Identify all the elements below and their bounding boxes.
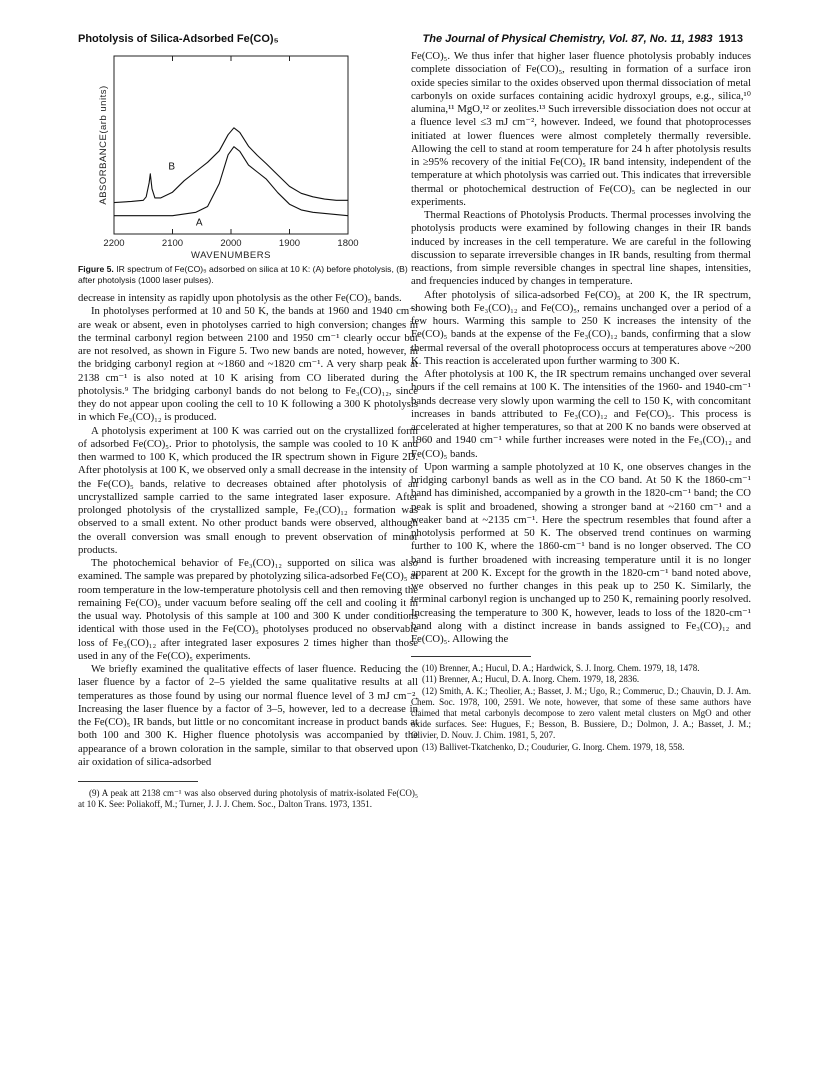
x-axis-label: WAVENUMBERS bbox=[191, 250, 271, 261]
footnote: (9) A peak att 2138 cm⁻¹ was also observed during photolysis of matrix-isolated Fe(CO)₅ at 10 K. See: Poliakoff, M.; Turner, J. J. J. Chem. Soc., Dalton Trans. 1973, 1351. bbox=[78, 788, 418, 810]
footnote: (10) Brenner, A.; Hucul, D. A.; Hardwick, S. J. Inorg. Chem. 1979, 18, 1478. bbox=[422, 663, 700, 674]
footnote: (11) Brenner, A.; Hucul, D. A. Inorg. Chem. 1979, 18, 2836. bbox=[422, 674, 640, 685]
right-body-text bbox=[411, 50, 751, 646]
figure-5 bbox=[78, 50, 418, 262]
body-paragraph: After photolysis of silica-adsorbed Fe(CO)₅ at 200 K, the IR spectrum, showing both Fe₃(CO)₁₂ and Fe(CO)₅, remains unchanged over a period of a few hours. Warming this sample to 250 K increases the intensity of the Fe(CO)₅ bands at the expense of the Fe₃(CO)₁₂ bands, confirming that a slow thermal reversal of the overall photoprocess occurs at temperatures above ~200 K. This reaction is accelerated upon further warming to 300 K. bbox=[411, 288, 751, 367]
x-tick-label: 1800 bbox=[337, 238, 359, 249]
left-footnotes bbox=[78, 788, 418, 810]
body-paragraph: In photolyses performed at 10 and 50 K, the bands at 1960 and 1940 cm⁻¹ are weak or absent, even in photolyses carried to high conversion; changes in the terminal carbonyl region between 2100 and 1950 cm⁻¹ clearly occur but are not resolved, as shown in Figure 5. Two new bands are noted, however, in the bridging carbonyl region at ~1860 and ~1820 cm⁻¹. A very sharp peak at 2138 cm⁻¹ is also noted at 10 K arising from CO liberated during the photolysis.⁹ The bridging carbonyl bands do not belong to Fe₃(CO)₁₂, since they do not appear upon cooling the cell to 10 K following a 300 K photolysis in which Fe₃(CO)₁₂ is produced. bbox=[78, 305, 418, 424]
y-axis-label: ABSORBANCE(arb units) bbox=[98, 85, 109, 205]
footnote: (13) Ballivet-Tkatchenko, D.; Coudurier, G. Inorg. Chem. 1979, 18, 558. bbox=[422, 741, 685, 752]
curve-label-a: A bbox=[195, 217, 203, 229]
right-column bbox=[411, 50, 751, 753]
body-paragraph: The photochemical behavior of Fe₃(CO)₁₂ supported on silica was also examined. The sample was prepared by photolyzing silica-adsorbed Fe(CO)₅ at room temperature in the low-temperature photolysis cell and then removing the remaining Fe(CO)₅ under vacuum before sealing off the cell and cooling it in the usual way. Photolysis of this sample at 100 and 300 K under conditions identical with those used in the Fe(CO)₅ photolyses produced no observable loss of Fe₃(CO)₁₂ after integrated laser exposures 2 times higher than those used in any of the Fe(CO)₅ experiments. bbox=[78, 557, 418, 662]
running-header-left: Photolysis of Silica-Adsorbed Fe(CO)₅ bbox=[78, 33, 279, 45]
body-paragraph: Thermal Reactions of Photolysis Products. Thermal processes involving the photolysis products were examined by following changes in their IR bands induced by increases in the cell temperature. We are careful in the following discussion to separate irreversible changes in IR bands, resulting from thermal reactions, from simple reversible changes in spectral line shapes, intensities, and frequencies induced by changes in temperature. bbox=[411, 209, 751, 288]
left-body-text bbox=[78, 292, 418, 769]
x-tick-label: 2100 bbox=[161, 238, 184, 249]
body-paragraph: decrease in intensity as rapidly upon photolysis as the other Fe(CO)₅ bands. bbox=[78, 292, 402, 304]
caption-label: Figure 5. bbox=[78, 264, 114, 274]
body-paragraph: After photolysis at 100 K, the IR spectrum remains unchanged over several hours if the cell remains at 100 K. The intensities of the 1960- and 1940-cm⁻¹ bands decrease very slowly upon warming the cell to 150 K, with concomitant increases in bands attributed to Fe₃(CO)₁₂ and Fe(CO)₅. This process is accelerated at higher temperatures, so that at 200 K no bands were observed at 1960 and 1940 cm⁻¹ while further increases were noted in the Fe₃(CO)₁₂ and Fe(CO)₅ bands. bbox=[411, 368, 751, 460]
body-paragraph: Fe(CO)₅. We thus infer that higher laser fluence photolysis probably induces complete dissociation of Fe(CO)₅, resulting in formation of a surface iron oxide species similar to the oxides observed upon thermal dissociation of metal carbonyls on oxide surfaces containing acidic hydroxyl groups, e.g., silica,¹⁰ alumina,¹¹ MgO,¹² or zeolites.¹³ Such irreversible dissociation does not occur at a fluence level ≤3 mJ cm⁻², however. Indeed, we found that photoprocesses initiated at lower fluences were almost completely thermally reversible. Allowing the cell to stand at room temperature for 24 h after photolysis results in ≥95% recovery of the initial Fe(CO)₅ IR band intensity, independent of the temperature at which photolysis was carried out. This indicates that irreversible thermal or photochemical destruction of Fe(CO)₅ can be neglected in our experiments. bbox=[411, 50, 751, 208]
figure-caption bbox=[78, 264, 418, 286]
body-paragraph: We briefly examined the qualitative effects of laser fluence. Reducing the laser fluence by a factor of 2–5 yielded the same qualitative results at all temperatures as those found by using our normal fluence level of 3 mJ cm⁻². Increasing the laser fluence by a factor of 3–5, however, led to a decrease in the Fe(CO)₅ IR bands, but little or no concomitant increase in product bands at both 100 and 300 K. Higher fluence photolysis was accompanied by the appearance of a brown coloration in the sample, similar to that observed upon air oxidation of silica-adsorbed bbox=[78, 663, 418, 768]
body-paragraph: A photolysis experiment at 100 K was carried out on the crystallized form of adsorbed Fe(CO)₅. Prior to photolysis, the sample was cooled to 10 K and then warmed to 100 K, which produced the IR spectrum shown in Figure 2D. After photolysis at 100 K, we observed only a small decrease in the intensity of the Fe(CO)₅ bands, relative to decreases obtained after photolysis of an uncrystallized sample carried to the same integrated laser exposure. After prolonged photolysis of the crystallized sample, Fe₃(CO)₁₂ formation was observed to a small extent. No other product bands were observed, although the overall conversion was small enough to prevent observation of minor products. bbox=[78, 424, 418, 556]
x-tick-label: 2000 bbox=[220, 238, 242, 249]
ir-spectrum-chart bbox=[78, 50, 418, 262]
right-footnotes bbox=[411, 663, 751, 753]
body-paragraph: Upon warming a sample photolyzed at 10 K, one observes changes in the bridging carbonyl bands as well as in the CO band. At 50 K the 1860-cm⁻¹ band has diminished, accompanied by a growth in the 1820-cm⁻¹ band; the CO peak is split and broadened, showing a stronger band at ~2160 cm⁻¹ and a weaker band at ~2135 cm⁻¹. Here the spectrum resembles that found after a photolysis performed at 50 K. The observed trend continues on warming further to 100 K, where the 1860-cm⁻¹ band is no longer observed. The CO band is further broadened with increasing temperature until it is no longer apparent at 200 K. Except for the growth in the 1820-cm⁻¹ band noted above, we observed no further changes in this peak up to 250 K. Similarly, the terminal carbonyl region is unchanged up to 250 K, remaining poorly resolved. Increasing the temperature to 300 K, however, leads to loss of the 1820-cm⁻¹ band along with a distinct increase in bands assigned to Fe₃(CO)₁₂ and Fe(CO)₅. Allowing the bbox=[411, 460, 751, 645]
spectrum-line-b bbox=[114, 128, 348, 203]
curve-label-b: B bbox=[168, 161, 176, 173]
x-tick-label: 2200 bbox=[103, 238, 125, 249]
running-header-right bbox=[423, 33, 743, 45]
journal-citation: The Journal of Physical Chemistry, Vol. 87, No. 11, 1983 bbox=[422, 33, 713, 45]
left-column bbox=[78, 50, 418, 810]
footnote-divider bbox=[78, 781, 198, 782]
x-tick-label: 1900 bbox=[278, 238, 301, 249]
footnote: (12) Smith, A. K.; Theolier, A.; Basset, J. M.; Ugo, R.; Commeruc, D.; Chauvin, D. J. Am. Chem. Soc. 1978, 100, 2591. We note, however, that some of these same authors have claimed that metal carbonyls decompose to zero valent metal clusters on MgO and other oxide surfaces. See: Hugues, F.; Besson, B. Bussiere, D.; Dolmon, J. A.; Basset, J. M.; Olivier, D. Nouv. J. Chim. 1981, 5, 207. bbox=[411, 685, 751, 741]
footnote-divider bbox=[411, 656, 531, 657]
page-number: 1913 bbox=[718, 33, 743, 45]
caption-text: IR spectrum of Fe(CO)₅ adsorbed on silica at 10 K: (A) before photolysis, (B) after photolysis (1000 laser pulses). bbox=[78, 264, 408, 285]
plot-frame bbox=[114, 56, 348, 234]
